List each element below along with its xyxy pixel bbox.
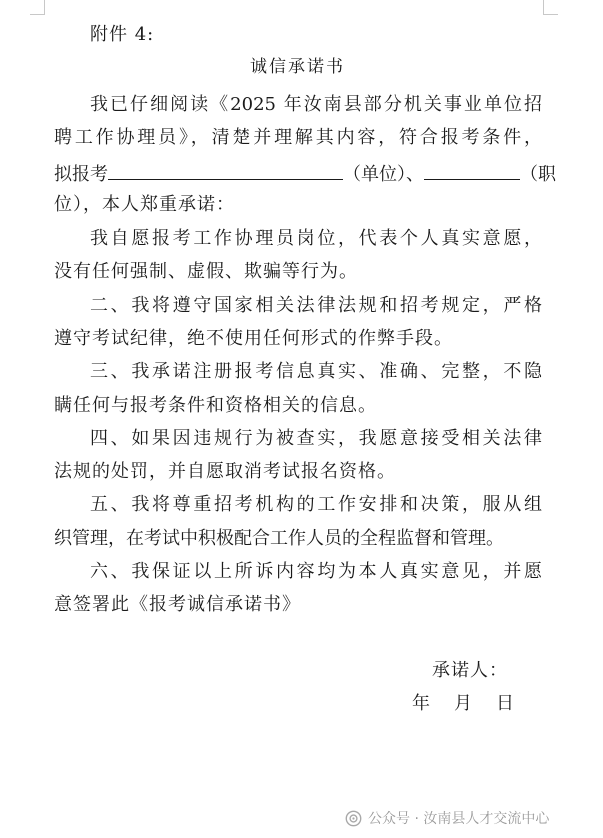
- item-5-line-1: 五、我将尊重招考机构的工作安排和决策，服从组: [90, 494, 542, 515]
- item-1-line-2: 没有任何强制、虚假、欺骗等行为。: [54, 261, 358, 282]
- intro-line-4: 位），本人郑重承诺：: [54, 194, 235, 215]
- position-blank-field[interactable]: [424, 161, 520, 180]
- page-corner-mark-left: [30, 0, 45, 15]
- page-title: 诚信承诺书: [250, 57, 345, 77]
- intro-apply-prefix: 拟报考: [54, 164, 108, 185]
- date-label: 年 月 日: [412, 693, 517, 714]
- item-2-line-1: 二、我将遵守国家相关法律法规和招考规定，严格: [90, 295, 542, 316]
- watermark: [345, 808, 549, 828]
- unit-blank-field[interactable]: [108, 161, 343, 180]
- item-6-line-1: 六、我保证以上所诉内容均为本人真实意见，并愿: [90, 561, 542, 582]
- item-2-line-2: 遵守考试纪律，绝不使用任何形式的作弊手段。: [54, 328, 453, 349]
- item-5-line-2: 织管理，在考试中积极配合工作人员的全程监督和管理。: [54, 528, 504, 549]
- intro-line-3: [54, 161, 556, 186]
- item-3-line-2: 瞒任何与报考条件和资格相关的信息。: [54, 395, 377, 416]
- signature-label: 承诺人：: [432, 660, 508, 681]
- wechat-official-account-icon: [345, 810, 362, 827]
- watermark-text: 公众号 · 汝南县人才交流中心: [368, 811, 550, 827]
- position-suffix: （职: [520, 164, 556, 185]
- unit-suffix: （单位）、: [343, 164, 424, 185]
- item-3-line-1: 三、我承诺注册报考信息真实、准确、完整，不隐: [90, 361, 542, 382]
- page-corner-mark-right: [543, 0, 558, 15]
- intro-line-2: 聘工作协理员》，清楚并理解其内容，符合报考条件，: [54, 127, 542, 148]
- item-4-line-1: 四、如果因违规行为被查实，我愿意接受相关法律: [90, 428, 542, 449]
- item-6-line-2: 意签署此《报考诚信承诺书》: [54, 594, 301, 615]
- item-4-line-2: 法规的处罚，并自愿取消考试报名资格。: [54, 461, 396, 482]
- intro-line-1: 我已仔细阅读《2025 年汝南县部分机关事业单位招: [90, 94, 542, 115]
- attachment-label: 附件 4:: [90, 24, 155, 45]
- item-1-line-1: 我自愿报考工作协理员岗位，代表个人真实意愿，: [90, 228, 542, 249]
